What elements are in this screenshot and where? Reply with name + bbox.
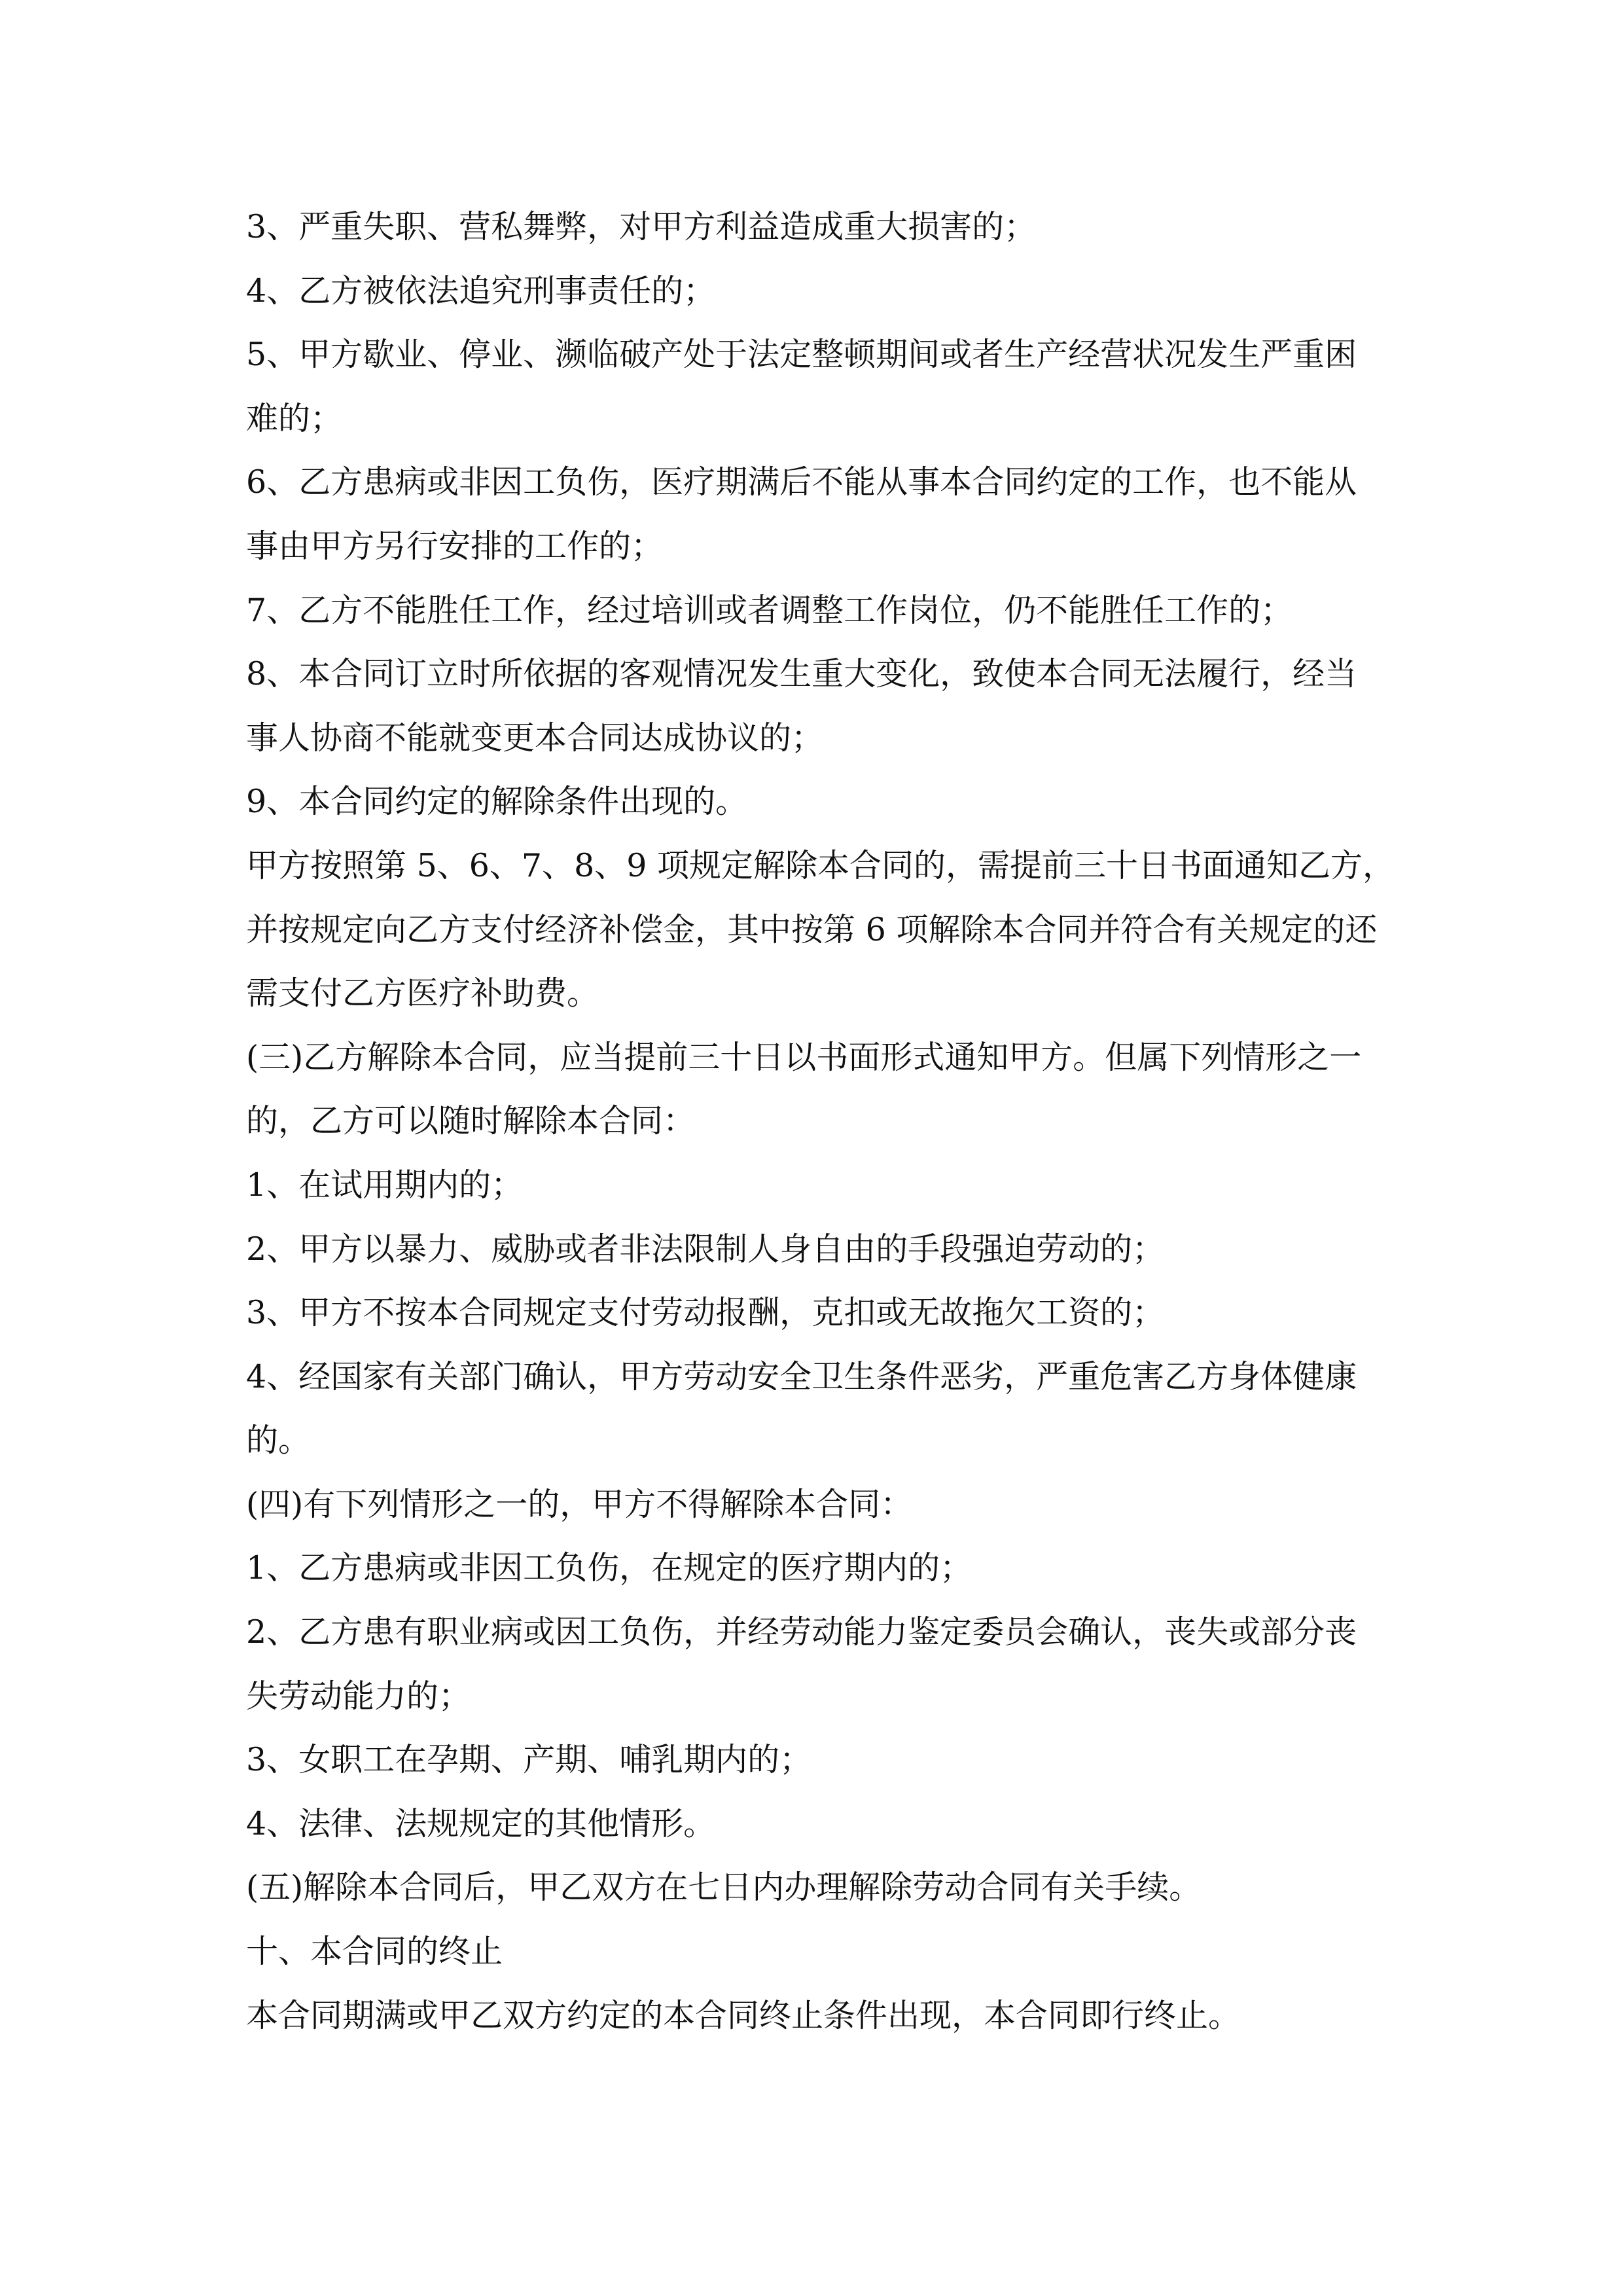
clause-line: 6、乙方患病或非因工负伤，医疗期满后不能从事本合同约定的工作，也不能从 [246,463,1357,501]
paragraph-line: 甲方按照第 5、6、7、8、9 项规定解除本合同的，需提前三十日书面通知乙方， [246,846,1395,884]
clause-line: 2、甲方以暴力、威胁或者非法限制人身自由的手段强迫劳动的； [246,1230,1165,1268]
clause-line: 4、经国家有关部门确认，甲方劳动安全卫生条件恶劣，严重危害乙方身体健康 [246,1357,1357,1395]
clause-line: 3、女职工在孕期、产期、哺乳期内的； [246,1741,812,1779]
article-heading: 十、本合同的终止 [246,1933,503,1971]
section-heading-line: (四)有下列情形之一的，甲方不得解除本合同： [246,1485,913,1523]
section-heading-line: 的，乙方可以随时解除本合同： [246,1102,696,1140]
paragraph-line: 并按规定向乙方支付经济补偿金，其中按第 6 项解除本合同并符合有关规定的还 [246,910,1378,948]
clause-line: 3、严重失职、营私舞弊，对甲方利益造成重大损害的； [246,208,1037,245]
clause-line: 4、乙方被依法追究刑事责任的； [246,272,716,310]
clause-line: 事人协商不能就变更本合同达成协议的； [246,719,824,757]
section-heading-line: (五)解除本合同后，甲乙双方在七日内办理解除劳动合同有关手续。 [246,1869,1202,1907]
paragraph-line: 需支付乙方医疗补助费。 [246,975,599,1013]
clause-line: 1、在试用期内的； [246,1166,524,1204]
clause-line: 3、甲方不按本合同规定支付劳动报酬，克扣或无故拖欠工资的； [246,1294,1165,1332]
paragraph-line: 本合同期满或甲乙双方约定的本合同终止条件出现，本合同即行终止。 [246,1996,1241,2034]
clause-line: 的。 [246,1422,311,1460]
section-heading-line: (三)乙方解除本合同，应当提前三十日以书面形式通知甲方。但属下列情形之一 [246,1038,1362,1076]
clause-line: 事由甲方另行安排的工作的； [246,527,664,565]
clause-line: 4、法律、法规规定的其他情形。 [246,1804,716,1842]
clause-line: 失劳动能力的； [246,1677,471,1715]
clause-line: 7、乙方不能胜任工作，经过培训或者调整工作岗位，仍不能胜任工作的； [246,591,1293,629]
document-body [246,195,1395,2047]
clause-line: 1、乙方患病或非因工负伤，在规定的医疗期内的； [246,1549,972,1587]
clause-line: 难的； [246,399,343,437]
clause-line: 8、本合同订立时所依据的客观情况发生重大变化，致使本合同无法履行，经当 [246,655,1357,693]
clause-line: 5、甲方歇业、停业、濒临破产处于法定整顿期间或者生产经营状况发生严重困 [246,336,1357,374]
clause-line: 2、乙方患有职业病或因工负伤，并经劳动能力鉴定委员会确认，丧失或部分丧 [246,1613,1357,1651]
clause-line: 9、本合同约定的解除条件出现的。 [246,783,748,821]
